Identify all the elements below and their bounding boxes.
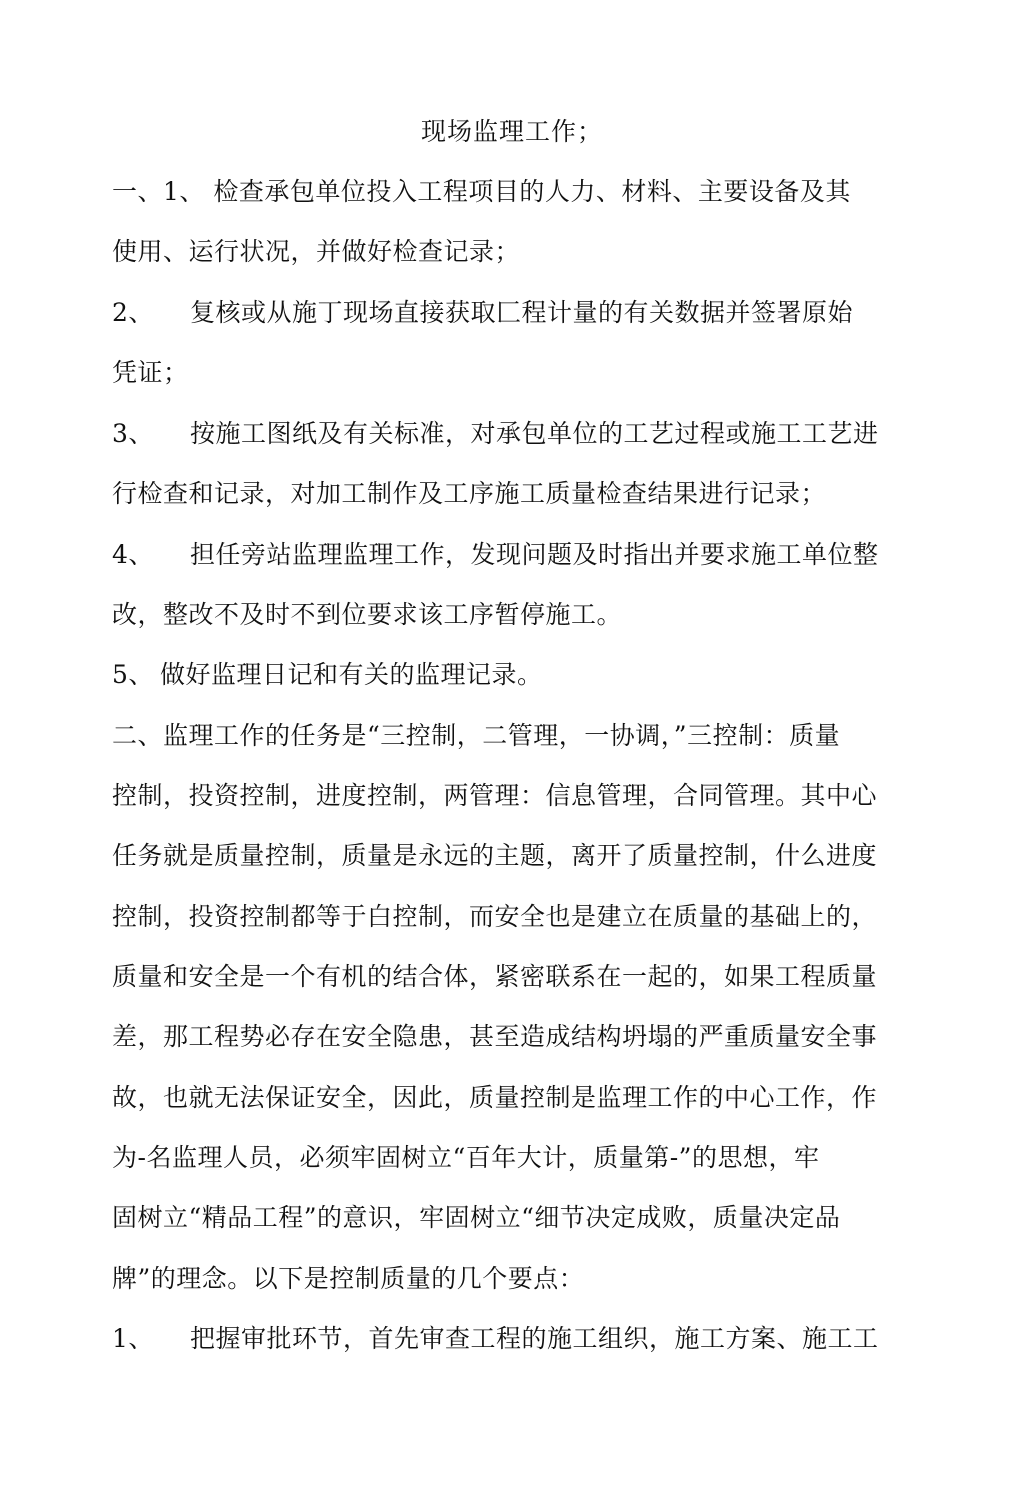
item-text: 按施工图纸及有关标准，对承包单位的工艺过程或施工工艺进 — [190, 419, 879, 448]
item-number: 2、 — [112, 298, 154, 327]
text-line: 控制，投资控制都等于白控制，而安全也是建立在质量的基础上的， — [112, 902, 878, 931]
text-line: 行检查和记录，对加工制作及工序施工质量检查结果进行记录； — [112, 479, 827, 508]
item-text: 把握审批环节，首先审查工程的施工组织，施工方案、施工工 — [190, 1324, 879, 1353]
text-line: 使用、运行状况，并做好检查记录； — [112, 237, 521, 266]
text-line: 为-名监理人员，必须牢固树立“百年大计，质量第-”的思想，牢 — [112, 1143, 820, 1172]
text-line: 控制，投资控制，进度控制，两管理：信息管理，合同管理。其中心 — [112, 781, 878, 810]
text-line: 故，也就无法保证安全，因此，质量控制是监理工作的中心工作，作 — [112, 1083, 878, 1112]
page-title: 现场监理工作； — [420, 117, 603, 146]
numbered-line — [112, 1319, 902, 1359]
text-line: 差，那工程势必存在安全隐患，甚至造成结构坍塌的严重质量安全事 — [112, 1022, 878, 1051]
text-line: 一、1、 检查承包单位投入工程项目的人力、材料、主要设备及其 — [112, 177, 851, 206]
text-line: 凭证； — [112, 358, 189, 387]
numbered-line — [112, 414, 902, 454]
item-text: 担任旁站监理监理工作，发现问题及时指出并要求施工单位整 — [190, 540, 879, 569]
item-text: 做好监理日记和有关的监理记录。 — [160, 660, 543, 689]
item-text: 复核或从施丁现场直接获取匚程计量的有关数据并签署原始 — [190, 298, 854, 327]
text-line: 固树立“精品工程”的意识，牢固树立“细节决定成败，质量决定品 — [112, 1203, 841, 1232]
item-number: 3、 — [112, 419, 154, 448]
text-line: 二、监理工作的任务是“三控制，二管理，一协调，”三控制：质量 — [112, 721, 841, 750]
numbered-line — [112, 655, 902, 695]
item-number: 4、 — [112, 540, 154, 569]
item-number: 5、 — [112, 660, 154, 689]
numbered-line — [112, 535, 902, 575]
text-line: 质量和安全是一个有机的结合体，紧密联系在一起的，如果工程质量 — [112, 962, 878, 991]
text-line: 牌”的理念。以下是控制质量的几个要点： — [112, 1264, 585, 1293]
text-line: 任务就是质量控制，质量是永远的主题，离开了质量控制，什么进度 — [112, 841, 878, 870]
text-line: 改，整改不及时不到位要求该工序暂停施工。 — [112, 600, 623, 629]
numbered-line — [112, 293, 902, 333]
item-number: 1、 — [112, 1324, 154, 1353]
